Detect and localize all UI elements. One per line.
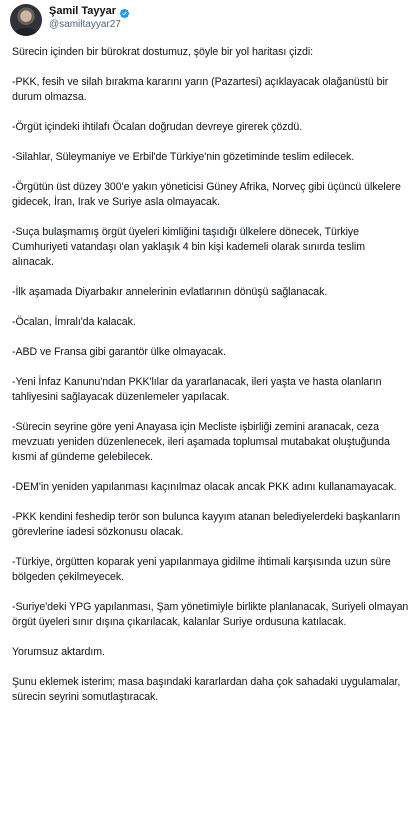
tweet-paragraph: -ABD ve Fransa gibi garantör ülke olmayacak.: [12, 346, 226, 358]
tweet-paragraph: Yorumsuz aktardım.: [12, 646, 105, 658]
tweet-paragraph: -Suriye'deki YPG yapılanması, Şam yönetimiyle birlikte planlanacak, Suriyeli olmayan örgüt üyeleri sınır dışına çıkarılacak, kalanlar Suriye ordusuna katılacak.: [12, 601, 409, 628]
tweet-header: [10, 4, 409, 36]
tweet-paragraph: -Sürecin seyrine göre yeni Anayasa için Mecliste işbirliği zemini aranacak, ceza mevzuatı yeniden düzenlenecek, ileri aşamada toplumsal mutabakat oluştuğunda kısmi af gündeme gelebilecek.: [12, 421, 390, 463]
author-display-name[interactable]: Şamil Tayyar: [49, 5, 117, 17]
tweet-text: [10, 45, 409, 705]
author-names: [49, 5, 130, 30]
tweet-paragraph: Sürecin içinden bir bürokrat dostumuz, şöyle bir yol haritası çizdi:: [12, 46, 314, 58]
verified-badge-icon: [119, 6, 130, 17]
tweet-paragraph: -Yeni İnfaz Kanunu'ndan PKK'lılar da yararlanacak, ileri yaşta ve hasta olanların tahliyesini sağlayacak düzenlemeler yapılacak.: [12, 376, 382, 403]
tweet-paragraph: -Türkiye, örgütten koparak yeni yapılanmaya gidilme ihtimali karşısında uzun süre bölgeden çekilmeyecek.: [12, 556, 391, 583]
tweet-paragraph: -Silahlar, Süleymaniye ve Erbil'de Türkiye'nin gözetiminde teslim edilecek.: [12, 151, 355, 163]
tweet-paragraph: -Öcalan, İmralı'da kalacak.: [12, 316, 136, 328]
avatar[interactable]: [10, 4, 42, 36]
tweet-paragraph: -Örgütün üst düzey 300'e yakın yöneticisi Güney Afrika, Norveç gibi üçüncü ülkelere gidecek, İran, Irak ve Suriye asla olmayacak.: [12, 181, 401, 208]
tweet-paragraph: Şunu eklemek isterim; masa başındaki kararlardan daha çok sahadaki uygulamalar, sürecin seyrini somutlaştıracak.: [12, 676, 401, 703]
tweet-paragraph: -İlk aşamada Diyarbakır annelerinin evlatlarının dönüşü sağlanacak.: [12, 286, 328, 298]
tweet-paragraph: -Örgüt içindeki ihtilafı Öcalan doğrudan devreye girerek çözdü.: [12, 121, 303, 133]
author-handle[interactable]: @samiltayyar27: [49, 18, 121, 30]
tweet-paragraph: -PKK, fesih ve silah bırakma kararını yarın (Pazartesi) açıklayacak olağanüstü bir durum olmazsa.: [12, 76, 389, 103]
name-row: [49, 5, 130, 18]
tweet-paragraph: -PKK kendini feshedip terör son bulunca kayyım atanan belediyelerdeki başkanların görevlerine iadesi sözkonusu olacak.: [12, 511, 401, 538]
tweet-paragraph: -DEM'in yeniden yapılanması kaçınılmaz olacak ancak PKK adını kullanamayacak.: [12, 481, 397, 493]
tweet-paragraph: -Suça bulaşmamış örgüt üyeleri kimliğini taşıdığı ülkelere dönecek, Türkiye Cumhuriyeti vatandaşı olan yaklaşık 4 bin kişi kademeli olarak sınırda teslim alınacak.: [12, 226, 365, 268]
